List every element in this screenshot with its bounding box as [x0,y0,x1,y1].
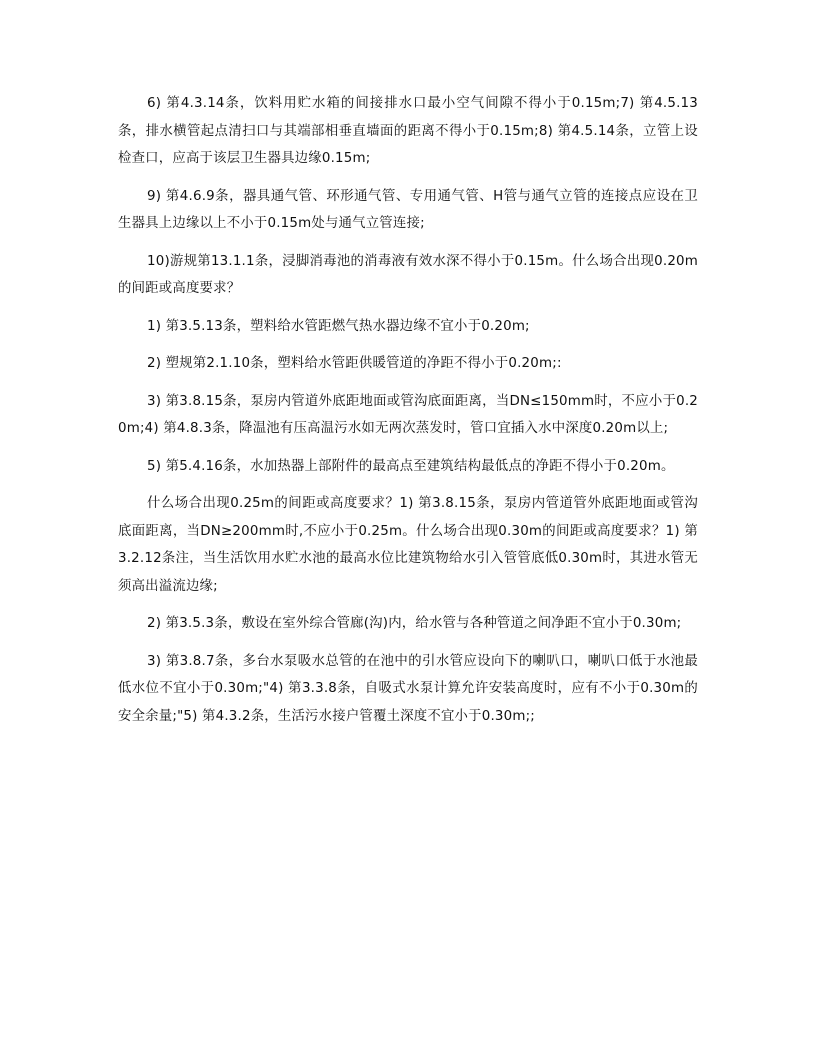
paragraph-7: 5) 第5.4.16条，水加热器上部附件的最高点至建筑结构最低点的净距不得小于0.20m。 [147,458,675,474]
paragraph-6: 3) 第3.8.15条，泵房内管道外底距地面或管沟底面距离，当DN≤150mm时，不应小于0.20m;4) 第4.8.3条，降温池有压高温污水如无两次蒸发时，管口宜插入水中深度0.20m以上; [118,393,698,436]
paragraph-9: 2) 第3.5.3条，敷设在室外综合管廊(沟)内，给水管与各种管道之间净距不宜小于0.30m; [147,616,682,631]
paragraph-5: 2) 塑规第2.1.10条，塑料给水管距供暖管道的净距不得小于0.20m;: [147,356,562,371]
paragraph-10: 3) 第3.8.7条，多台水泵吸水总管的在池中的引水管应设向下的喇叭口，喇叭口低于水池最低水位不宜小于0.30m;"4) 第3.3.8条，自吸式水泵计算允许安装高度时，应有不小于0.30m的安全余量;"5) 第4.3.2条，生活污水接户管覆土深度不宜小于0.30m;; [118,653,698,724]
document-body [118,90,698,740]
paragraph-4: 1) 第3.5.13条，塑料给水管距燃气热水器边缘不宜小于0.20m; [147,318,530,334]
paragraph-2: 9) 第4.6.9条，器具通气管、环形通气管、专用通气管、H管与通气立管的连接点应设在卫生器具上边缘以上不小于0.15m处与通气立管连接; [118,188,698,231]
paragraph-3: 10)游规第13.1.1条，浸脚消毒池的消毒液有效水深不得小于0.15m。什么场合出现0.20m的间距或高度要求？ [118,253,698,296]
paragraph-1: 6) 第4.3.14条，饮料用贮水箱的间接排水口最小空气间隙不得小于0.15m;7) 第4.5.13条，排水横管起点清扫口与其端部相垂直墙面的距离不得小于0.15m;8) 第4.5.14条，立管上设检查口，应高于该层卫生器具边缘0.15m; [118,96,698,166]
paragraph-8: 什么场合出现0.25m的间距或高度要求？1) 第3.8.15条，泵房内管道管外底距地面或管沟底面距离，当DN≥200mm时,不应小于0.25m。什么场合出现0.30m的间距或高度要求？1) 第3.2.12条注，当生活饮用水贮水池的最高水位比建筑物给水引入管管底低0.30m时，其进水管无须高出溢流边缘; [118,496,698,594]
